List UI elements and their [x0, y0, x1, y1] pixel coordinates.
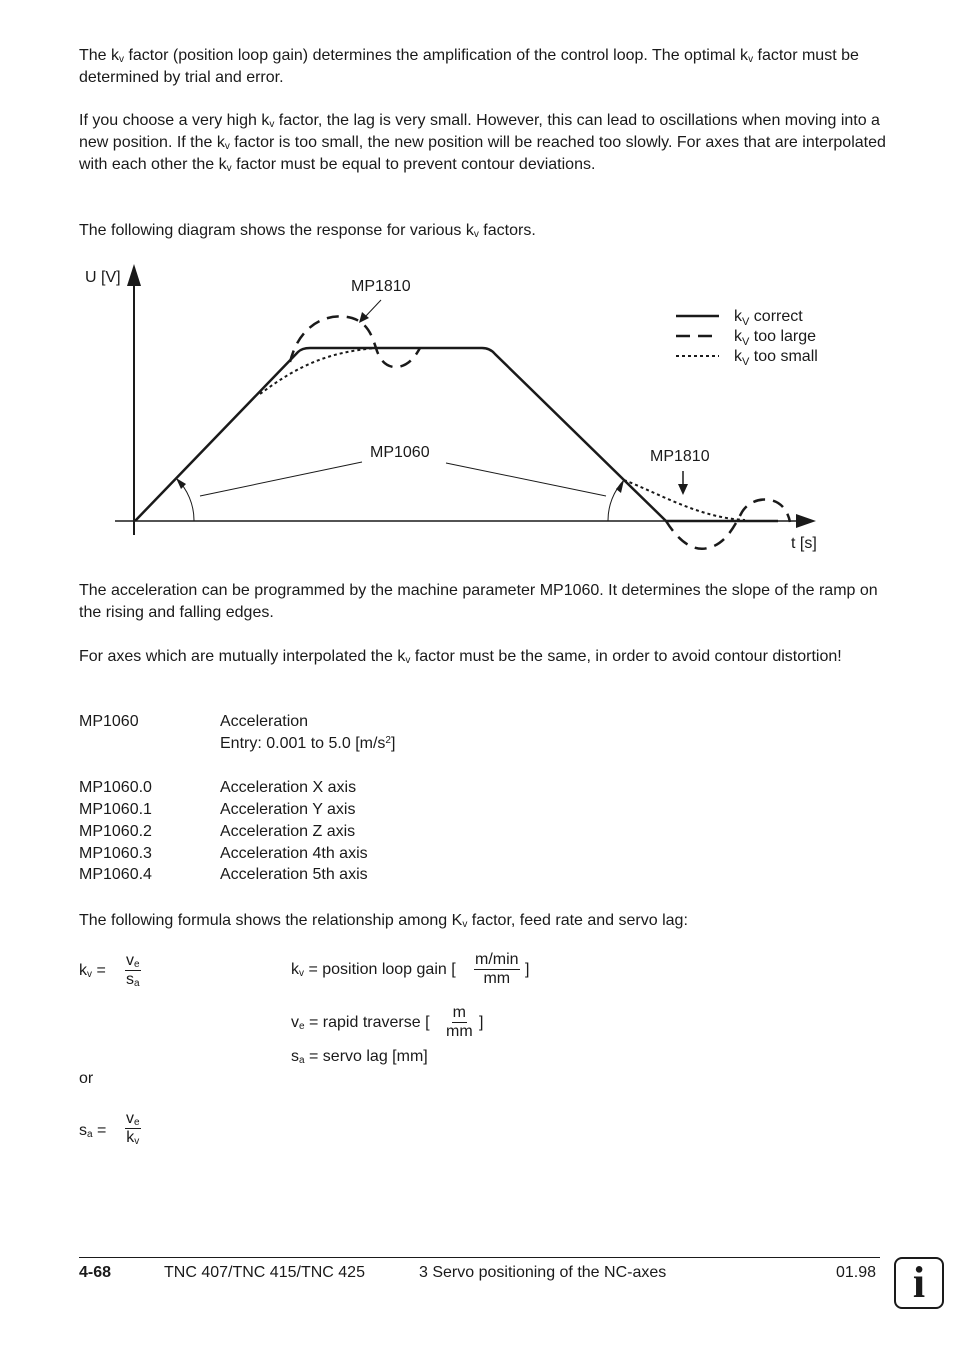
kv-response-diagram — [0, 0, 954, 570]
annotation-mp1060: MP1060 — [370, 444, 430, 461]
mp1810-pointer-top — [364, 300, 381, 318]
param-row-name: MP1060.3 — [79, 845, 152, 862]
param-row-desc: Acceleration Z axis — [220, 823, 356, 840]
acceleration-paragraph: The acceleration can be programmed by the machine parameter MP1060. It determines the slope of the ramp on the rising and falling edges. — [79, 582, 878, 621]
mp1810-pointer-bottom-head — [678, 484, 688, 495]
formula-sa-lhs: $s_a$ = — [79, 1122, 107, 1140]
legend-item-too-small: $k_V$ too small — [734, 348, 818, 368]
y-axis-arrow — [127, 264, 141, 286]
intro-paragraph-2: If you choose a very high $k_v$ factor, the lag is very small. However, this can lead to oscillations when moving into a new position. If the $k_v$ factor is too small, the new position will be reached too slowly. For axes that are interpolated with each other the $k_v$ factor must be equal to prevent contour deviations. — [79, 112, 886, 174]
def-ve-unit-fraction: $\frac{m}{mm}$ — [446, 1004, 473, 1040]
x-axis-label: t [s] — [791, 535, 817, 552]
def-kv-unit-fraction: m/min mm — [475, 951, 519, 987]
param-main-desc: Acceleration — [220, 713, 309, 730]
interpolation-paragraph: For axes which are mutually interpolated the $k_v$ factor must be the same, in order to avoid contour distortion! — [79, 648, 842, 666]
x-axis-arrow — [796, 514, 816, 528]
info-icon — [894, 1257, 944, 1309]
curve-kv-too-small-top — [260, 348, 376, 394]
def-kv-bracket: ] — [525, 961, 530, 978]
def-sa: $s_a$ = servo lag [mm] — [291, 1048, 428, 1066]
param-main-name: MP1060 — [79, 713, 139, 730]
param-row-name: MP1060.0 — [79, 779, 152, 796]
curve-kv-correct — [135, 348, 778, 521]
def-ve-bracket: ] — [479, 1014, 484, 1031]
legend-item-too-large: $k_V$ too large — [734, 328, 817, 348]
param-row-desc: Acceleration 4th axis — [220, 845, 368, 862]
def-kv: $k_v$ = position loop gain [ — [291, 961, 456, 979]
param-row-desc: Acceleration 5th axis — [220, 866, 368, 883]
formula-intro: The following formula shows the relationship among $K_v$ factor, feed rate and servo lag: — [79, 912, 688, 930]
intro-paragraph-3: The following diagram shows the response for various $k_v$ factors. — [79, 222, 536, 240]
info-icon-glyph: i — [912, 1258, 926, 1307]
formula-kv-lhs: $k_v$ = — [79, 962, 106, 980]
mp1060-leader-right — [446, 463, 606, 496]
y-axis-label: U [V] — [85, 269, 121, 286]
param-row-desc: Acceleration Y axis — [220, 801, 356, 818]
accel-arc-arrow-right — [616, 480, 624, 493]
formula-sa-fraction: $\frac{v_e}{k_v}$ — [126, 1110, 140, 1147]
param-row-name: MP1060.2 — [79, 823, 152, 840]
param-row-name: MP1060.1 — [79, 801, 152, 818]
param-row-name: MP1060.4 — [79, 866, 152, 883]
footer-date: 01.98 — [836, 1264, 877, 1281]
param-row-desc: Acceleration X axis — [220, 779, 357, 796]
param-entry-range: Entry: 0.001 to 5.0 $[m/s^2]$ — [220, 735, 396, 752]
formula-kv-fraction: $\frac{v_e}{s_a}$ — [126, 952, 140, 989]
footer-chapter: 3 Servo positioning of the NC-axes — [419, 1264, 667, 1281]
mp1060-leader-left — [200, 462, 362, 496]
curve-kv-too-large-top — [290, 316, 420, 367]
formula-or: or — [79, 1070, 94, 1087]
annotation-mp1810-bottom: MP1810 — [650, 448, 710, 465]
def-ve: $v_e$ = rapid traverse [ — [291, 1014, 430, 1032]
annotation-mp1810-top: MP1810 — [351, 278, 411, 295]
intro-paragraph-1: The $k_v$ factor (position loop gain) determines the amplification of the control loop. The optimal $k_v$ factor must be determined by trial and error. — [79, 47, 859, 86]
footer-page-number: 4-68 — [79, 1264, 112, 1281]
legend — [676, 308, 818, 368]
footer-model: TNC 407/TNC 415/TNC 425 — [164, 1264, 365, 1281]
footer-divider — [79, 1257, 880, 1258]
legend-item-correct: $k_V$ correct — [734, 308, 803, 328]
